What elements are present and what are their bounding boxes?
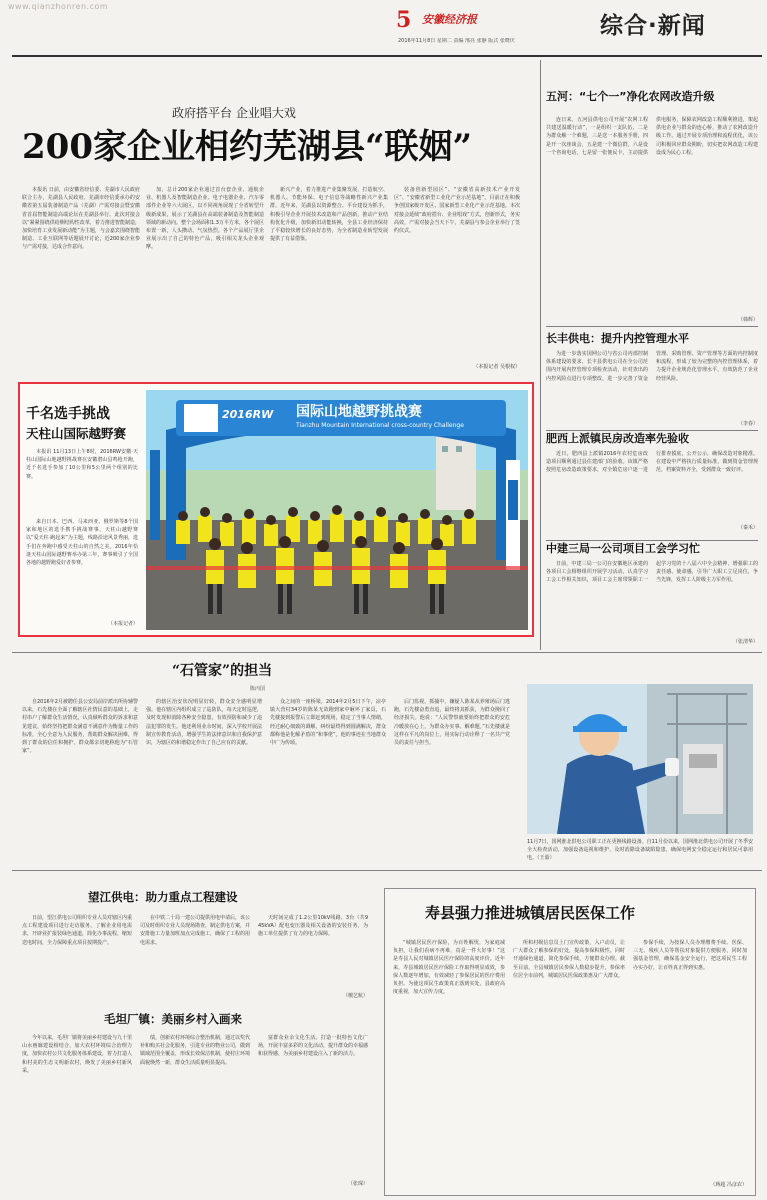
shiguanjia-col1: 自2016年2月被聘任县公安局前岸派出所协辅警以来，石先楼在全面了解辖区社情民意的基础上，走村串户了解群众生活情况，认真倾听群众的诉求和意见建议，始终坚持把群众满意不满意作为衡量工作的标准，全心全意为人民服务，帮助群众解决困难，得到了群众的信任和拥护，群众都亲切地称他为“石管家”。 bbox=[22, 699, 138, 755]
wuhe-title: 五河：“七个一”净化农网改造升级 bbox=[546, 90, 715, 103]
zhongjian-body: 日前，中建三局一公司在安徽地区承建的各项目工会相继组织开展学习活动，认真学习工会工作相关知识，项目工会主席带领职工一起学习党的十八届六中全会精神，增强职工的责任感、使命感，引导广大职工立足岗位，争当先锋，发挥工人阶级主力军作用。 bbox=[546, 561, 758, 584]
story-changfeng bbox=[546, 330, 758, 430]
banner-english: Tianzhu Mountain International cross-country Challenge bbox=[296, 422, 464, 429]
race-photo bbox=[146, 390, 528, 630]
worker-photo bbox=[527, 684, 753, 834]
marathon-feature bbox=[18, 382, 534, 637]
shiguanjia-col2: 的辖区治安状况明显好转，群众安全感明显增强。他在辖区内组织成立了巡防队，每天定时巡逻，及时发现和消除各种安全隐患，有效预防和减少了违法犯罪的发生。他还利用业余时间，深入学校开展法制宣传教育活动，增强学生的法律意识和自我保护意识，为辖区的和谐稳定作出了自己应有的贡献。 bbox=[146, 699, 262, 747]
lead-body-col4: 装备创新型园区”、“安徽省高新技术产业开发区”、“安徽省新型工业化产业示范基地”，目前正在积极争创国家级开发区、国家新型工业化产业示范基地。本次对接会延续“政府搭台、企业唱戏”方式，创新形式，务实高效，产需对接会当天下午，芜湖县与参会企业举行了签约仪式。 bbox=[394, 187, 520, 235]
lead-title: 200家企业相约芜湖县“联姻” bbox=[22, 127, 473, 167]
changfeng-body: 为进一步落实国网公司与省公司内部控制体系建设的要求，长丰县供电公司在全公司范围内开展内控管理专项检查活动，针对查出的内控风险点进行专项整改，进一步完善了资金管理、采购管理、资产管理等方面的内控制度和流程，形成了较为完整的内控管理体系，着力提升企业规范化管理水平，有效防范了企业经营风险。 bbox=[546, 351, 758, 382]
maoshan-col2: 绩。创新农村环境综合整治机制，通过以奖代补和购买社会化服务，引进专业的物业公司，做到镇域范围全覆盖，形成长效保洁机制，使村庄环境面貌焕然一新，群众生活质量明显提高。 bbox=[140, 1035, 250, 1066]
section-name: 综合·新闻 bbox=[600, 13, 706, 39]
wuhe-credit: （韩辉） bbox=[737, 317, 758, 323]
story-shouxian bbox=[384, 888, 756, 1196]
banner-title: 国际山地越野挑战赛 bbox=[296, 404, 422, 420]
story-feixi bbox=[546, 432, 758, 532]
shiguanjia-title: “石管家”的担当 bbox=[172, 663, 273, 679]
feixi-title: 肥西上派镇民房改造率先验收 bbox=[546, 432, 689, 445]
maoshan-credit: （张琛） bbox=[347, 1181, 368, 1187]
rule-changfeng bbox=[546, 430, 758, 431]
lead-body-col2: 加，总计200家企业通过首台套企业、通航企业、机器人及智能制造企业、电子电器企业、汽车零部件企业等六大展区，以不同视角展现了全省转型升级新成果，展示了芜湖县在高端装备制造及智能制造领域的新动向。整个会场面积1.3万平方米，各个展区布置一新，人头攒动、气氛热烈。各个产品展厅里企业展示出了自己的特色产品，吸引相关龙头企业观摩。 bbox=[146, 187, 264, 251]
feature-title-1: 千名选手挑战 bbox=[26, 406, 110, 422]
lead-story bbox=[22, 60, 534, 378]
zhongjian-credit: （张清华） bbox=[732, 639, 758, 645]
shiguanjia-byline: 陈丙国 bbox=[250, 686, 266, 692]
shouxian-col1: “城镇居民医疗保险，为百姓解忧，为家庭减负担，让我们看病不再难，真是一件大好事！”这是寿县人民对城镇居民医疗保险的高度评价。近年来，寿县城镇居民医疗保险工作取得明显成效，参保人数逐年增加，有效减轻了参保居民的医疗费用负担。为使这项民生政策真正落到实处，县政府高度重视，加大宣传力度。 bbox=[393, 940, 505, 996]
lead-credit: （本报记者 吴根权） bbox=[473, 364, 520, 370]
worker-photo-illustration bbox=[527, 684, 753, 834]
feixi-credit: （秦禾） bbox=[737, 525, 758, 531]
paper-name: 安徽经济报 bbox=[422, 13, 477, 26]
shouxian-title: 寿县强力推进城镇居民医保工作 bbox=[425, 904, 636, 922]
wangjiang-credit: （檀艺航） bbox=[342, 993, 368, 999]
shiguanjia-col4: 后门监视。抓捕中，嫌疑人陈某从养殖场后门逃跑，石先楼奋勇直追，最终将其抓获，为群众挽回了经济损失。他说：“人民警察就要始终把群众的安危冷暖放在心上，为群众办实事、解难题。”石先楼就是这样在平凡的岗位上，用实际行动诠释了一名共产党员的责任与担当。 bbox=[394, 699, 510, 747]
rule-mid bbox=[12, 652, 762, 653]
shouxian-col2: 所和村级信息员上门宣传政策，入户动员，让广大群众了解参保的好处，提高参保积极性。同时开通绿色通道，简化参保手续，方便群众办理。截至目前，全县城镇居民参保人数稳步提升，参保率位居全市前列，城镇居民医保政策惠及广大群众。 bbox=[513, 940, 625, 979]
maoshan-col1: 今年以来，毛坦厂镇将美丽乡村建设与九十里山水画廊建设相结合，加大农村环境综合治理力度，加快农村公共文化服务体系建设，着力打造人和村美的生态文明新农村，焕发了美丽乡村新风采。 bbox=[22, 1035, 132, 1074]
changfeng-credit: （李春） bbox=[737, 421, 758, 427]
wuhe-body: 连日来，五河县供电公司开展“农网工程共建送温暖行动”，一是组织一支队伍，二是为群众解一个难题，三是送一本服务手册，四是开一次座谈会，五是建一个微信群，六是设一个咨询电话，七是留一张便民卡，主动提供供电服务，保障农网改造工程顺利推进，架起供电企业与群众的连心桥，推动了农网改造升级工作。通过开展专项治理和流程优化，该公司积极回应群众期盼，切实把农网改造工程建设成为民心工程。 bbox=[546, 117, 758, 156]
feature-body-p2: 来自日本、巴西、马来西亚、俄罗斯等8个国家和地区的选手携手挑战赛事。天柱山越野赛以“爱天柱·跑起来”为主题，线路沿途风景秀丽，选手们在奔跑中感受天柱山的自然之美。2016年恰逢天柱山国际越野赛举办第三年，赛事吸引了全国各地的越野跑爱好者参赛。 bbox=[26, 519, 138, 567]
worker-photo-caption: 11月7日，国网淮北供电公司职工正在更换线路设备。自11月份以来，国网淮北供电公司开展了冬季安全大检查活动，加强设备巡视和维护，及时消除设备缺陷隐患，确保电网安全稳定运行和居民可靠用电。（王茹） bbox=[527, 839, 753, 861]
zhongjian-title: 中建三局一公司项目工会学习忙 bbox=[546, 542, 700, 555]
masthead-meta: 2016年11月8日 星期二 责编 邢亮 张静 版式 张晓庆 bbox=[398, 38, 515, 44]
wangjiang-col1: 日前，望江供电公司组织专业人员对辖区内重点工程建设项目进行走访服务，了解企业用电需求，开辟业扩报装绿色通道，简化办事流程，缩短送电时间，全力保障重点项目按期投产。 bbox=[22, 915, 132, 946]
story-shiguanjia bbox=[22, 656, 522, 850]
shiguanjia-col3: 众之间的一座桥梁。2014年2月5日下午，凉亭镇大营村34岁的陈某无故跑到家中砸坏了家具，石先楼接到报警后立即赶到现场，稳定了当事人情绪，经过耐心细致的调解，纠纷最终得到圆满解决，群众都称他是化解矛盾的“和事佬”。他的事迹在当地群众中广为传颂。 bbox=[270, 699, 386, 747]
wangjiang-col3: 天时间完成了1.2公里10kV线路、3台（共945kVA）配电变压器及相关设备的安装任务，为施工单位提供了有力的电力保障。 bbox=[258, 915, 368, 938]
lead-body-col3: 新兴产业，着力推进产业集聚发展，打造航空、机器人、节能环保、电子信息等战略性新兴产业集群。近年来，芜湖县以资源整合、平台建设为抓手，积极引导企业开展技术改造和产品创新，推动产业结构优化升级，加快新旧动能转换，全县工业经济保持了平稳较快增长的良好态势，为全省制造业转型发展提供了有益借鉴。 bbox=[270, 187, 388, 243]
column-rule-right bbox=[540, 60, 541, 650]
lead-body-col1: 本报讯 日前，由安徽省经信委、芜湖市人民政府联合主办，芜湖县人民政府、芜湖市经信委承办的安徽省第五届装备制造产品（芜湖）产需对接会暨安徽省首届智能制造高端论坛在芜湖县举行。此次对接会以“紧紧围绕供给侧结构性改革，着力推进智能制造，加快培育工业发展新动能”为主题，与会嘉宾围绕智能制造、工业互联网等话题展开讨论，近200家企业参与产需对接，达成合作意向。 bbox=[22, 187, 140, 251]
feixi-body: 近日，肥西县上派镇2016年农村危房改造项目顺利通过县住建部门的验收。该镇严格按照危房改造政策要求，对全镇危房户逐一进行排查摸底，公开公示，确保改造对象精准。在建设中严格执行质量标准，做到资金管理规范，档案资料齐全，受到群众一致好评。 bbox=[546, 451, 758, 474]
story-maoshan bbox=[22, 1010, 370, 1190]
feature-title-2: 天柱山国际越野赛 bbox=[26, 426, 127, 441]
masthead-rule bbox=[12, 55, 762, 57]
lead-kicker: 政府搭平台 企业唱大戏 bbox=[172, 106, 296, 120]
wangjiang-col2: 在中铁二十局一建公司提供用电申请后，该公司及时组织专业人员现场勘查，制定供电方案，并安排施工力量加班加点完成施工，确保了工程的用电需求。 bbox=[140, 915, 250, 946]
banner-logo: 2016RW bbox=[222, 408, 274, 421]
story-zhongjian bbox=[546, 540, 758, 646]
shouxian-col3: 参保手续，为按保人员办理缴费手续、医保、三无、残疾人员等帮扶对象提供方便服务，同时加强基金管理，确保基金安全运行，把这项民生工程办实办好，让百姓真正得到实惠。 bbox=[633, 940, 747, 971]
story-wangjiang bbox=[22, 872, 370, 1007]
maoshan-title: 毛坦厂镇：美丽乡村入画来 bbox=[104, 1012, 242, 1026]
shouxian-credit: （蒋超 冯彦农） bbox=[710, 1182, 747, 1188]
changfeng-title: 长丰供电：提升内控管理水平 bbox=[546, 332, 689, 345]
masthead bbox=[0, 0, 767, 58]
page-number: 5 bbox=[396, 7, 412, 33]
wangjiang-title: 望江供电：助力重点工程建设 bbox=[88, 890, 238, 904]
rule-wuhe bbox=[546, 326, 758, 327]
watermark: www.qianzhonren.com bbox=[8, 2, 109, 11]
rule-lower bbox=[12, 870, 762, 871]
feature-body-p1: 本报讯 11月13日上午8时，2016RW安徽·天柱山国际山地越野挑战赛在安徽潜山县鸣枪开跑，近千名选手参加了10公里和5公里两个组别的比赛。 bbox=[26, 449, 138, 480]
maoshan-col3: 富群众业余文化生活。打造一批特色文化广场，开展丰富多彩的文化活动，提升群众的幸福感和获得感，为美丽乡村建设注入了新的活力。 bbox=[258, 1035, 368, 1058]
story-wuhe bbox=[546, 60, 758, 323]
feature-credit: （本报记者） bbox=[107, 621, 138, 627]
